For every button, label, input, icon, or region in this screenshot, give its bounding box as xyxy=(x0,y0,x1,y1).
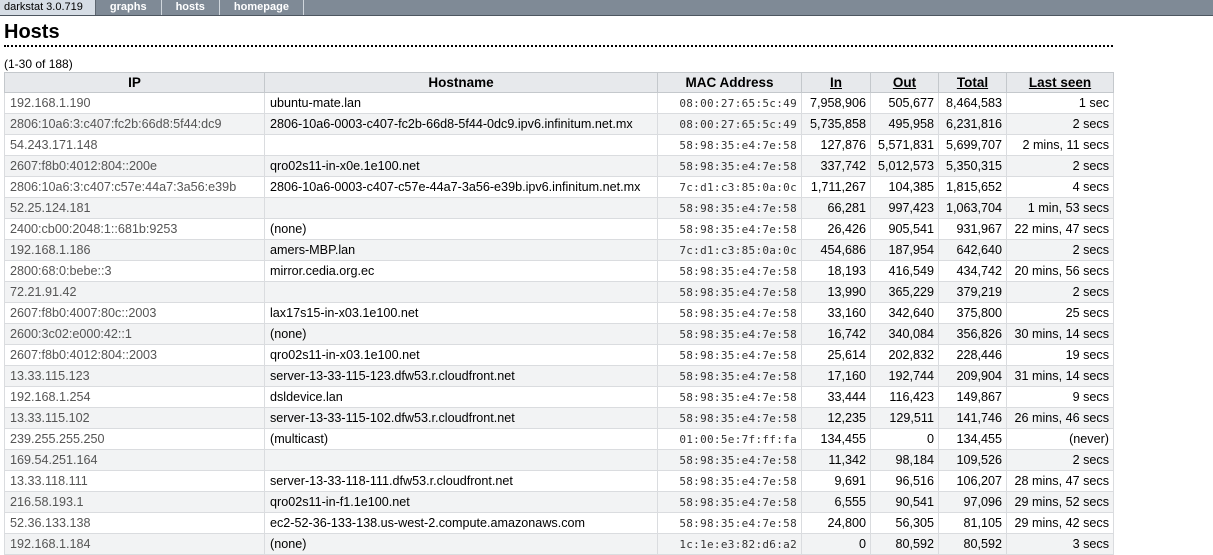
last-seen-cell: 4 secs xyxy=(1007,177,1114,198)
hostname-cell: lax17s15-in-x03.1e100.net xyxy=(265,303,658,324)
host-ip-link[interactable]: 239.255.255.250 xyxy=(5,429,265,450)
hostname-cell: ubuntu-mate.lan xyxy=(265,93,658,114)
last-seen-cell: 29 mins, 52 secs xyxy=(1007,492,1114,513)
mac-address-cell: 7c:d1:c3:85:0a:0c xyxy=(658,177,802,198)
bytes-out-cell: 5,571,831 xyxy=(871,135,939,156)
host-ip-link[interactable]: 192.168.1.184 xyxy=(5,534,265,555)
mac-address-cell: 01:00:5e:7f:ff:fa xyxy=(658,429,802,450)
last-seen-cell: 25 secs xyxy=(1007,303,1114,324)
bytes-in-cell: 13,990 xyxy=(802,282,871,303)
host-ip-link[interactable]: 2800:68:0:bebe::3 xyxy=(5,261,265,282)
host-ip-link[interactable]: 52.25.124.181 xyxy=(5,198,265,219)
bytes-total-cell: 209,904 xyxy=(939,366,1007,387)
host-ip-link[interactable]: 2607:f8b0:4007:80c::2003 xyxy=(5,303,265,324)
bytes-in-cell: 127,876 xyxy=(802,135,871,156)
bytes-out-cell: 202,832 xyxy=(871,345,939,366)
bytes-out-cell: 98,184 xyxy=(871,450,939,471)
bytes-out-cell: 505,677 xyxy=(871,93,939,114)
host-ip-link[interactable]: 13.33.118.111 xyxy=(5,471,265,492)
host-ip-link[interactable]: 192.168.1.254 xyxy=(5,387,265,408)
mac-address-cell: 58:98:35:e4:7e:58 xyxy=(658,282,802,303)
bytes-in-cell: 5,735,858 xyxy=(802,114,871,135)
mac-address-cell: 08:00:27:65:5c:49 xyxy=(658,114,802,135)
host-ip-link[interactable]: 2607:f8b0:4012:804::200e xyxy=(5,156,265,177)
bytes-in-cell: 66,281 xyxy=(802,198,871,219)
table-row xyxy=(5,324,1114,345)
hostname-cell xyxy=(265,282,658,303)
last-seen-cell: 26 mins, 46 secs xyxy=(1007,408,1114,429)
hostname-cell: 2806-10a6-0003-c407-c57e-44a7-3a56-e39b.ipv6.infinitum.net.mx xyxy=(265,177,658,198)
hostname-cell xyxy=(265,135,658,156)
bytes-total-cell: 81,105 xyxy=(939,513,1007,534)
last-seen-cell: 3 secs xyxy=(1007,534,1114,555)
host-ip-link[interactable]: 216.58.193.1 xyxy=(5,492,265,513)
bytes-out-cell: 365,229 xyxy=(871,282,939,303)
bytes-in-cell: 1,711,267 xyxy=(802,177,871,198)
bytes-out-cell: 340,084 xyxy=(871,324,939,345)
bytes-in-cell: 6,555 xyxy=(802,492,871,513)
mac-address-cell: 58:98:35:e4:7e:58 xyxy=(658,303,802,324)
last-seen-cell: 19 secs xyxy=(1007,345,1114,366)
hostname-cell: qro02s11-in-x0e.1e100.net xyxy=(265,156,658,177)
bytes-out-cell: 96,516 xyxy=(871,471,939,492)
table-row xyxy=(5,261,1114,282)
table-row xyxy=(5,93,1114,114)
host-ip-link[interactable]: 192.168.1.186 xyxy=(5,240,265,261)
hostname-cell: (none) xyxy=(265,219,658,240)
last-seen-cell: (never) xyxy=(1007,429,1114,450)
bytes-in-cell: 454,686 xyxy=(802,240,871,261)
bytes-total-cell: 379,219 xyxy=(939,282,1007,303)
last-seen-cell: 2 secs xyxy=(1007,156,1114,177)
column-header-mac[interactable]: MAC Address xyxy=(658,73,802,93)
bytes-total-cell: 642,640 xyxy=(939,240,1007,261)
bytes-out-cell: 905,541 xyxy=(871,219,939,240)
hostname-cell: ec2-52-36-133-138.us-west-2.compute.amazonaws.com xyxy=(265,513,658,534)
bytes-out-cell: 116,423 xyxy=(871,387,939,408)
last-seen-cell: 2 secs xyxy=(1007,240,1114,261)
bytes-total-cell: 106,207 xyxy=(939,471,1007,492)
bytes-in-cell: 33,160 xyxy=(802,303,871,324)
column-header-total[interactable]: Total xyxy=(939,73,1007,93)
hostname-cell xyxy=(265,450,658,471)
last-seen-cell: 22 mins, 47 secs xyxy=(1007,219,1114,240)
table-row xyxy=(5,177,1114,198)
table-row xyxy=(5,450,1114,471)
bytes-out-cell: 0 xyxy=(871,429,939,450)
bytes-in-cell: 12,235 xyxy=(802,408,871,429)
bytes-total-cell: 1,815,652 xyxy=(939,177,1007,198)
host-ip-link[interactable]: 52.36.133.138 xyxy=(5,513,265,534)
host-ip-link[interactable]: 2400:cb00:2048:1::681b:9253 xyxy=(5,219,265,240)
bytes-total-cell: 8,464,583 xyxy=(939,93,1007,114)
hostname-cell: mirror.cedia.org.ec xyxy=(265,261,658,282)
last-seen-cell: 2 secs xyxy=(1007,282,1114,303)
column-header-out[interactable]: Out xyxy=(871,73,939,93)
column-header-in[interactable]: In xyxy=(802,73,871,93)
table-row xyxy=(5,513,1114,534)
mac-address-cell: 58:98:35:e4:7e:58 xyxy=(658,450,802,471)
hostname-cell: (none) xyxy=(265,534,658,555)
bytes-total-cell: 5,350,315 xyxy=(939,156,1007,177)
bytes-in-cell: 337,742 xyxy=(802,156,871,177)
app-title: darkstat 3.0.719 xyxy=(0,0,96,15)
table-row xyxy=(5,240,1114,261)
mac-address-cell: 58:98:35:e4:7e:58 xyxy=(658,345,802,366)
mac-address-cell: 58:98:35:e4:7e:58 xyxy=(658,219,802,240)
hostname-cell: server-13-33-118-111.dfw53.r.cloudfront.net xyxy=(265,471,658,492)
mac-address-cell: 1c:1e:e3:82:d6:a2 xyxy=(658,534,802,555)
range-indicator: (1-30 of 188) xyxy=(4,57,73,71)
hostname-cell: 2806-10a6-0003-c407-fc2b-66d8-5f44-0dc9.ipv6.infinitum.net.mx xyxy=(265,114,658,135)
bytes-out-cell: 56,305 xyxy=(871,513,939,534)
table-row xyxy=(5,345,1114,366)
last-seen-cell: 1 min, 53 secs xyxy=(1007,198,1114,219)
bytes-in-cell: 7,958,906 xyxy=(802,93,871,114)
bytes-out-cell: 129,511 xyxy=(871,408,939,429)
bytes-out-cell: 80,592 xyxy=(871,534,939,555)
table-row xyxy=(5,156,1114,177)
bytes-out-cell: 90,541 xyxy=(871,492,939,513)
table-row xyxy=(5,219,1114,240)
bytes-out-cell: 5,012,573 xyxy=(871,156,939,177)
host-ip-link[interactable]: 2600:3c02:e000:42::1 xyxy=(5,324,265,345)
mac-address-cell: 58:98:35:e4:7e:58 xyxy=(658,408,802,429)
host-ip-link[interactable]: 54.243.171.148 xyxy=(5,135,265,156)
mac-address-cell: 58:98:35:e4:7e:58 xyxy=(658,387,802,408)
mac-address-cell: 58:98:35:e4:7e:58 xyxy=(658,471,802,492)
table-row xyxy=(5,135,1114,156)
bytes-in-cell: 9,691 xyxy=(802,471,871,492)
column-header-last-seen[interactable]: Last seen xyxy=(1007,73,1114,93)
bytes-out-cell: 495,958 xyxy=(871,114,939,135)
hostname-cell xyxy=(265,198,658,219)
table-row xyxy=(5,282,1114,303)
table-row xyxy=(5,492,1114,513)
mac-address-cell: 58:98:35:e4:7e:58 xyxy=(658,324,802,345)
table-row xyxy=(5,303,1114,324)
table-row xyxy=(5,429,1114,450)
table-row xyxy=(5,366,1114,387)
page-title: Hosts xyxy=(4,19,1113,47)
mac-address-cell: 58:98:35:e4:7e:58 xyxy=(658,492,802,513)
bytes-out-cell: 342,640 xyxy=(871,303,939,324)
hostname-cell: (multicast) xyxy=(265,429,658,450)
last-seen-cell: 9 secs xyxy=(1007,387,1114,408)
host-ip-link[interactable]: 2806:10a6:3:c407:c57e:44a7:3a56:e39b xyxy=(5,177,265,198)
table-row xyxy=(5,198,1114,219)
bytes-total-cell: 149,867 xyxy=(939,387,1007,408)
hostname-cell: server-13-33-115-102.dfw53.r.cloudfront.net xyxy=(265,408,658,429)
hostname-cell: qro02s11-in-x03.1e100.net xyxy=(265,345,658,366)
bytes-in-cell: 18,193 xyxy=(802,261,871,282)
table-row xyxy=(5,471,1114,492)
bytes-in-cell: 11,342 xyxy=(802,450,871,471)
last-seen-cell: 20 mins, 56 secs xyxy=(1007,261,1114,282)
bytes-in-cell: 17,160 xyxy=(802,366,871,387)
bytes-total-cell: 228,446 xyxy=(939,345,1007,366)
mac-address-cell: 58:98:35:e4:7e:58 xyxy=(658,513,802,534)
last-seen-cell: 2 secs xyxy=(1007,114,1114,135)
column-header-ip[interactable]: IP xyxy=(5,73,265,93)
bytes-out-cell: 416,549 xyxy=(871,261,939,282)
last-seen-cell: 28 mins, 47 secs xyxy=(1007,471,1114,492)
host-ip-link[interactable]: 13.33.115.102 xyxy=(5,408,265,429)
host-ip-link[interactable]: 13.33.115.123 xyxy=(5,366,265,387)
table-row xyxy=(5,408,1114,429)
host-ip-link[interactable]: 169.54.251.164 xyxy=(5,450,265,471)
table-row xyxy=(5,387,1114,408)
bytes-out-cell: 187,954 xyxy=(871,240,939,261)
mac-address-cell: 58:98:35:e4:7e:58 xyxy=(658,261,802,282)
hostname-cell: dsldevice.lan xyxy=(265,387,658,408)
bytes-in-cell: 24,800 xyxy=(802,513,871,534)
last-seen-cell: 2 mins, 11 secs xyxy=(1007,135,1114,156)
bytes-in-cell: 25,614 xyxy=(802,345,871,366)
bytes-total-cell: 80,592 xyxy=(939,534,1007,555)
last-seen-cell: 30 mins, 14 secs xyxy=(1007,324,1114,345)
bytes-total-cell: 931,967 xyxy=(939,219,1007,240)
bytes-total-cell: 109,526 xyxy=(939,450,1007,471)
hosts-table xyxy=(4,72,1114,555)
bytes-in-cell: 26,426 xyxy=(802,219,871,240)
bytes-total-cell: 356,826 xyxy=(939,324,1007,345)
hostname-cell: amers-MBP.lan xyxy=(265,240,658,261)
bytes-out-cell: 104,385 xyxy=(871,177,939,198)
bytes-total-cell: 5,699,707 xyxy=(939,135,1007,156)
host-ip-link[interactable]: 192.168.1.190 xyxy=(5,93,265,114)
menu-item-homepage[interactable]: homepage xyxy=(220,0,304,15)
bytes-total-cell: 141,746 xyxy=(939,408,1007,429)
column-header-hostname[interactable]: Hostname xyxy=(265,73,658,93)
bytes-total-cell: 97,096 xyxy=(939,492,1007,513)
bytes-total-cell: 6,231,816 xyxy=(939,114,1007,135)
top-menu-bar xyxy=(0,0,1213,16)
mac-address-cell: 58:98:35:e4:7e:58 xyxy=(658,135,802,156)
menu-item-graphs[interactable]: graphs xyxy=(96,0,162,15)
bytes-total-cell: 375,800 xyxy=(939,303,1007,324)
table-row xyxy=(5,114,1114,135)
table-header-row xyxy=(5,73,1114,93)
bytes-in-cell: 134,455 xyxy=(802,429,871,450)
hostname-cell: qro02s11-in-f1.1e100.net xyxy=(265,492,658,513)
hostname-cell: (none) xyxy=(265,324,658,345)
menu-item-hosts[interactable]: hosts xyxy=(162,0,220,15)
mac-address-cell: 08:00:27:65:5c:49 xyxy=(658,93,802,114)
host-ip-link[interactable]: 2607:f8b0:4012:804::2003 xyxy=(5,345,265,366)
table-row xyxy=(5,534,1114,555)
host-ip-link[interactable]: 2806:10a6:3:c407:fc2b:66d8:5f44:dc9 xyxy=(5,114,265,135)
last-seen-cell: 1 sec xyxy=(1007,93,1114,114)
bytes-out-cell: 997,423 xyxy=(871,198,939,219)
last-seen-cell: 2 secs xyxy=(1007,450,1114,471)
bytes-total-cell: 434,742 xyxy=(939,261,1007,282)
hostname-cell: server-13-33-115-123.dfw53.r.cloudfront.net xyxy=(265,366,658,387)
mac-address-cell: 58:98:35:e4:7e:58 xyxy=(658,156,802,177)
bytes-in-cell: 16,742 xyxy=(802,324,871,345)
bytes-in-cell: 33,444 xyxy=(802,387,871,408)
mac-address-cell: 58:98:35:e4:7e:58 xyxy=(658,198,802,219)
last-seen-cell: 29 mins, 42 secs xyxy=(1007,513,1114,534)
mac-address-cell: 58:98:35:e4:7e:58 xyxy=(658,366,802,387)
bytes-out-cell: 192,744 xyxy=(871,366,939,387)
host-ip-link[interactable]: 72.21.91.42 xyxy=(5,282,265,303)
mac-address-cell: 7c:d1:c3:85:0a:0c xyxy=(658,240,802,261)
last-seen-cell: 31 mins, 14 secs xyxy=(1007,366,1114,387)
bytes-total-cell: 1,063,704 xyxy=(939,198,1007,219)
bytes-in-cell: 0 xyxy=(802,534,871,555)
bytes-total-cell: 134,455 xyxy=(939,429,1007,450)
